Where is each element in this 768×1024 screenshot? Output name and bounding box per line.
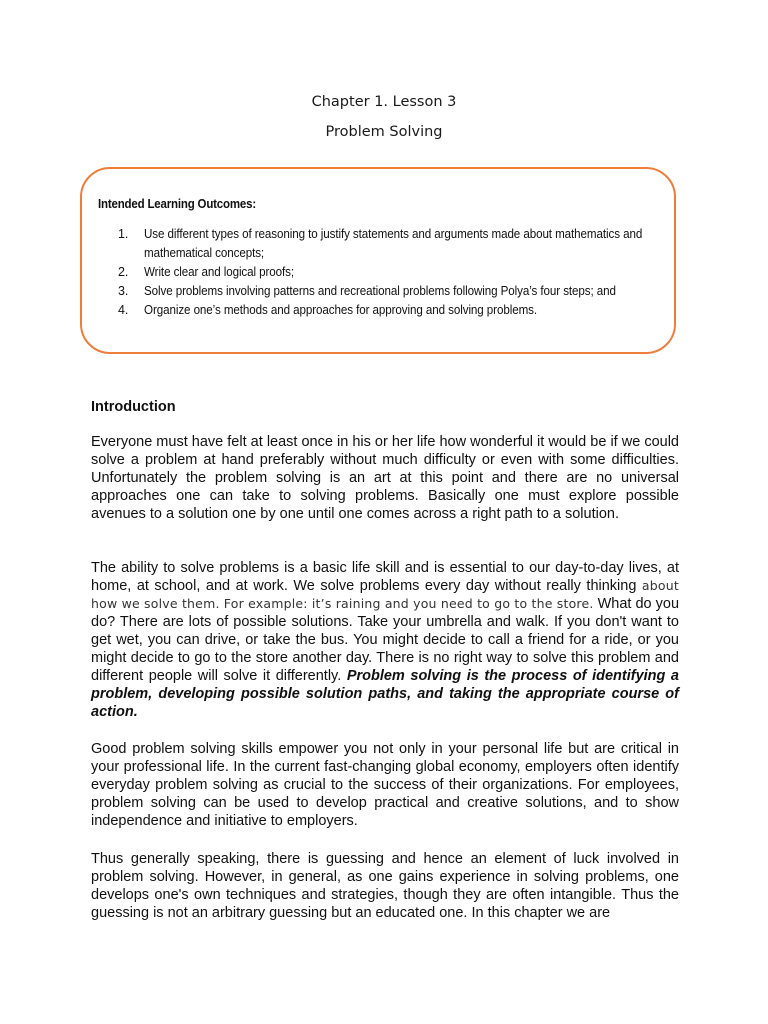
outcome-text: Organize one’s methods and approaches for approving and solving problems. (144, 303, 538, 317)
outcomes-heading: Intended Learning Outcomes: (98, 197, 256, 211)
outcome-item (118, 225, 662, 263)
intro-paragraph-1: Everyone must have felt at least once in his or her life how wonderful it would be if we could solve a problem at hand preferably without much difficulty or even with some difficulties. Unfortunately the problem solving is an art at this point and there are no universal approaches one can take to solving problems. Basically one must explore possible avenues to a solution one by one until one comes across a right path to a solution. (91, 434, 679, 522)
outcomes-list (118, 225, 662, 320)
introduction-heading: Introduction (91, 399, 176, 415)
lesson-title: Problem Solving (325, 124, 443, 140)
problem-solving-definition: Problem solving is the process of identifying a problem, developing possible solution paths, and taking the appropriate course of action. (91, 668, 679, 720)
outcome-number: 4. (118, 303, 129, 317)
intro-paragraph-2 (91, 559, 679, 721)
outcome-item (118, 301, 662, 320)
intro-paragraph-3: Good problem solving skills empower you not only in your personal life but are critical in your professional life. In the current fast-changing global economy, employers often identify everyday problem solving as crucial to the success of their organizations. For employees, problem solving can be used to develop practical and creative solutions, and to show independence and initiative to employers. (91, 741, 679, 829)
outcome-text: Solve problems involving patterns and recreational problems following Polya’s four steps; and (144, 284, 616, 298)
learning-outcomes-box (80, 167, 676, 354)
intro-paragraph-4: Thus generally speaking, there is guessing and hence an element of luck involved in problem solving. However, in general, as one gains experience in solving problems, one develops one's own techniques and strategies, though they are often intangible. Thus the guessing is not an arbitrary guessing but an educated one. In this chapter we are (91, 851, 679, 921)
paragraph-2-text-c: What do you do? There are lots of possible solutions. Take your umbrella and walk. If you don't want to get wet, you can drive, or take the bus. You might decide to call a friend for a ride, or you might decide to go to the store another day. There is no right way to solve this problem and different people will solve it differently. (91, 596, 680, 684)
outcome-text: Use different types of reasoning to justify statements and arguments made about mathematics and mathematical concepts; (144, 227, 643, 260)
paragraph-2-text-a: The ability to solve problems is a basic life skill and is essential to our day-to-day lives, at home, at school, and at work. We solve problems every day without really thinking (91, 560, 679, 594)
chapter-label: Chapter 1. Lesson 3 (311, 94, 457, 110)
outcome-number: 3. (118, 284, 129, 298)
outcome-item (118, 263, 662, 282)
outcome-number: 1. (118, 227, 129, 241)
outcome-item (118, 282, 662, 301)
outcome-text: Write clear and logical proofs; (144, 265, 295, 279)
paragraph-2-text-b: about how we solve them. For example: it’s raining and you need to go to the store. (91, 578, 679, 611)
outcome-number: 2. (118, 265, 129, 279)
